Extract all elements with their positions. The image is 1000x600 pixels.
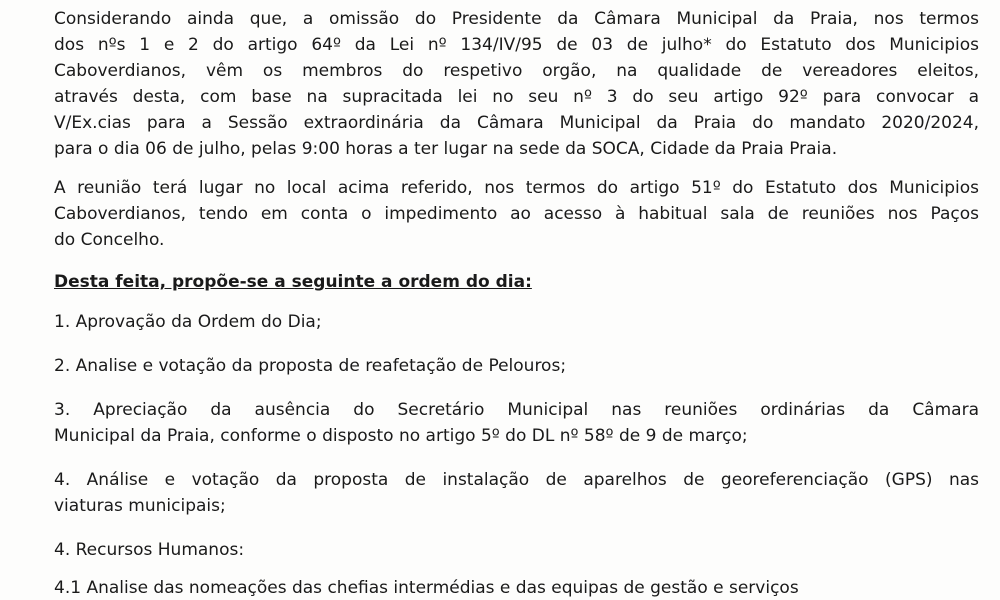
agenda-item-2 <box>54 353 979 379</box>
text-line: Caboverdianos, tendo em conta o impedimento ao acesso à habitual sala de reuniões nos Paços <box>54 204 979 224</box>
text-line: Municipal da Praia, conforme o disposto no artigo 5º do DL nº 58º de 9 de março; <box>54 426 748 446</box>
text-line: V/Ex.cias para a Sessão extraordinária da Câmara Municipal da Praia do mandato 2020/2024, <box>54 113 979 133</box>
intro-paragraph <box>54 6 979 162</box>
agenda-item-4-hr <box>54 537 979 563</box>
text-line: para o dia 06 de julho, pelas 9:00 horas a ter lugar na sede da SOCA, Cidade da Praia Praia. <box>54 139 838 159</box>
document-body <box>54 6 979 600</box>
agenda-item-1 <box>54 309 979 335</box>
agenda-subitem-4-1 <box>54 575 979 600</box>
meeting-location-paragraph <box>54 175 979 253</box>
text-line: 4. Análise e votação da proposta de instalação de aparelhos de georeferenciação (GPS) nas <box>54 470 979 490</box>
text-line: Caboverdianos, vêm os membros do respetivo orgão, na qualidade de vereadores eleitos, <box>54 61 979 81</box>
text-line: dos nºs 1 e 2 do artigo 64º da Lei nº 134/IV/95 de 03 de julho* do Estatuto dos Municipios <box>54 35 979 55</box>
agenda-item-4 <box>54 467 979 519</box>
text-line: A reunião terá lugar no local acima referido, nos termos do artigo 51º do Estatuto dos Municipios <box>54 178 979 198</box>
text-line: 1. Aprovação da Ordem do Dia; <box>54 312 322 332</box>
text-line: Considerando ainda que, a omissão do Presidente da Câmara Municipal da Praia, nos termos <box>54 9 979 29</box>
text-line: viaturas municipais; <box>54 496 226 516</box>
agenda-heading: Desta feita, propõe-se a seguinte a ordem do dia: <box>54 272 532 292</box>
text-line: 3. Apreciação da ausência do Secretário Municipal nas reuniões ordinárias da Câmara <box>54 400 979 420</box>
text-line: 2. Analise e votação da proposta de reafetação de Pelouros; <box>54 356 567 376</box>
text-line: através desta, com base na supracitada lei no seu nº 3 do seu artigo 92º para convocar a <box>54 87 979 107</box>
text-line: 4. Recursos Humanos: <box>54 540 245 560</box>
agenda-item-3 <box>54 397 979 449</box>
text-line: do Concelho. <box>54 230 165 250</box>
text-line: 4.1 Analise das nomeações das chefias intermédias e das equipas de gestão e serviços <box>54 578 799 598</box>
